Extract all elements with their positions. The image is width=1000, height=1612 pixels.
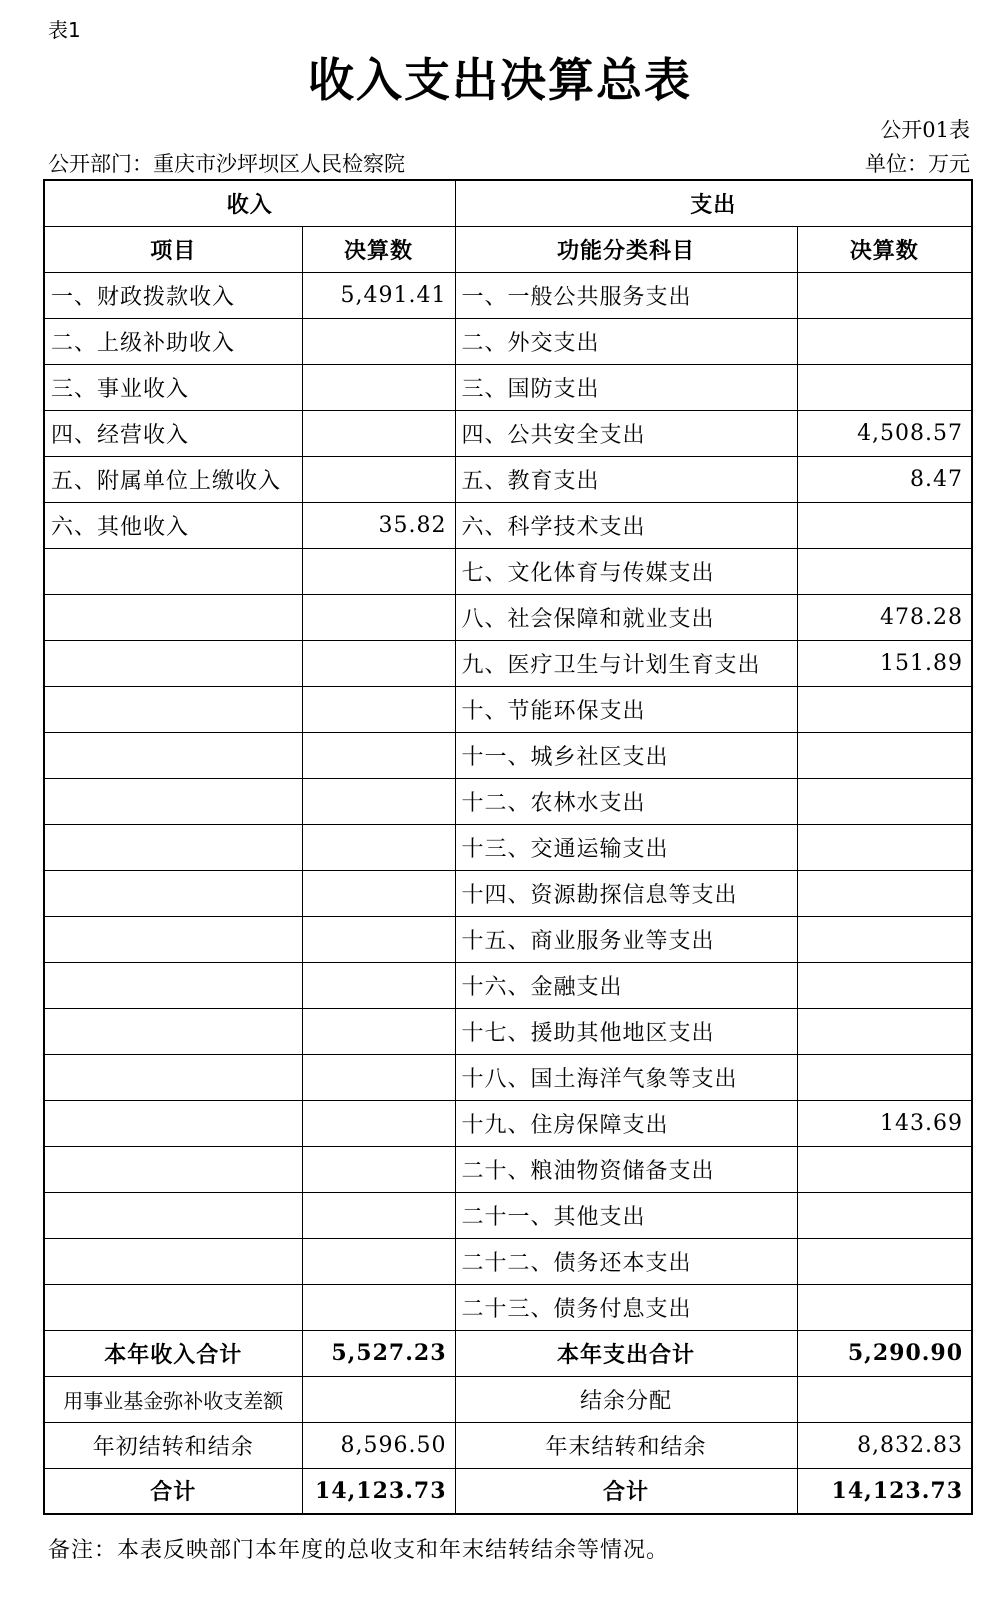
unit-label: 单位：万元 (865, 152, 970, 176)
page-title: 收入支出决算总表 (308, 53, 692, 107)
expense-item-label: 十八、国土海洋气象等支出 (455, 1054, 797, 1100)
expense-item-value (797, 732, 972, 778)
income-item-value (302, 686, 455, 732)
income-item-value (302, 1100, 455, 1146)
expense-item-label: 十四、资源勘探信息等支出 (455, 870, 797, 916)
item-header: 项目 (44, 226, 302, 272)
expense-item-value (797, 1192, 972, 1238)
table-row (44, 272, 972, 318)
income-item-label: 六、其他收入 (44, 502, 302, 548)
income-item-label (44, 594, 302, 640)
func-category-header: 功能分类科目 (455, 226, 797, 272)
expense-item-label: 十、节能环保支出 (455, 686, 797, 732)
expense-item-label: 九、医疗卫生与计划生育支出 (455, 640, 797, 686)
expense-item-value: 151.89 (797, 640, 972, 686)
table-row (44, 548, 972, 594)
income-item-value (302, 410, 455, 456)
income-item-value (302, 916, 455, 962)
table-row (44, 962, 972, 1008)
expense-item-value (797, 502, 972, 548)
income-item-value (302, 778, 455, 824)
expense-item-value: 143.69 (797, 1100, 972, 1146)
table-row (44, 410, 972, 456)
expense-amount-header: 决算数 (797, 226, 972, 272)
expense-item-label: 十一、城乡社区支出 (455, 732, 797, 778)
fund-gap-value (302, 1376, 455, 1422)
table-row (44, 732, 972, 778)
fund-gap-row (44, 1376, 972, 1422)
income-item-value (302, 1284, 455, 1330)
income-item-label (44, 916, 302, 962)
expense-item-value (797, 548, 972, 594)
expense-item-label: 二十三、债务付息支出 (455, 1284, 797, 1330)
surplus-dist-value (797, 1376, 972, 1422)
expense-header: 支出 (455, 180, 972, 226)
expense-item-value (797, 272, 972, 318)
expense-item-value (797, 916, 972, 962)
year-expense-value: 5,290.90 (797, 1330, 972, 1376)
end-balance-label: 年末结转和结余 (455, 1422, 797, 1468)
expense-item-value (797, 870, 972, 916)
column-header-row (44, 226, 972, 272)
table-row (44, 1054, 972, 1100)
year-expense-label: 本年支出合计 (455, 1330, 797, 1376)
expense-item-label: 十九、住房保障支出 (455, 1100, 797, 1146)
expense-item-value: 4,508.57 (797, 410, 972, 456)
table-row (44, 870, 972, 916)
grand-total-income-value: 14,123.73 (302, 1468, 455, 1514)
income-item-label (44, 548, 302, 594)
income-item-label (44, 870, 302, 916)
table-row (44, 1100, 972, 1146)
income-item-label: 四、经营收入 (44, 410, 302, 456)
expense-item-value (797, 1146, 972, 1192)
expense-item-value (797, 1054, 972, 1100)
expense-item-label: 三、国防支出 (455, 364, 797, 410)
expense-item-label: 五、教育支出 (455, 456, 797, 502)
expense-item-value (797, 686, 972, 732)
expense-item-label: 七、文化体育与传媒支出 (455, 548, 797, 594)
year-income-value: 5,527.23 (302, 1330, 455, 1376)
income-item-label (44, 1100, 302, 1146)
income-item-value (302, 1238, 455, 1284)
grand-total-expense-value: 14,123.73 (797, 1468, 972, 1514)
income-item-label (44, 778, 302, 824)
fund-gap-label: 用事业基金弥补收支差额 (44, 1376, 302, 1422)
end-balance-value: 8,832.83 (797, 1422, 972, 1468)
expense-item-value (797, 1238, 972, 1284)
income-item-label (44, 732, 302, 778)
expense-item-value (797, 962, 972, 1008)
income-item-label: 三、事业收入 (44, 364, 302, 410)
expense-item-label: 二十二、债务还本支出 (455, 1238, 797, 1284)
income-item-value (302, 962, 455, 1008)
expense-item-label: 十三、交通运输支出 (455, 824, 797, 870)
income-item-value (302, 548, 455, 594)
income-item-label (44, 1238, 302, 1284)
income-item-value (302, 1146, 455, 1192)
expense-item-label: 十七、援助其他地区支出 (455, 1008, 797, 1054)
income-item-value: 35.82 (302, 502, 455, 548)
table-row (44, 1192, 972, 1238)
year-total-row (44, 1330, 972, 1376)
table-row (44, 916, 972, 962)
begin-balance-label: 年初结转和结余 (44, 1422, 302, 1468)
year-income-label: 本年收入合计 (44, 1330, 302, 1376)
table-row (44, 594, 972, 640)
expense-item-label: 六、科学技术支出 (455, 502, 797, 548)
expense-item-label: 一、一般公共服务支出 (455, 272, 797, 318)
income-item-label (44, 962, 302, 1008)
begin-balance-value: 8,596.50 (302, 1422, 455, 1468)
expense-item-value (797, 778, 972, 824)
surplus-dist-label: 结余分配 (455, 1376, 797, 1422)
income-item-value (302, 640, 455, 686)
income-item-value (302, 456, 455, 502)
table-row (44, 456, 972, 502)
income-item-value (302, 594, 455, 640)
income-item-value (302, 870, 455, 916)
table-row (44, 640, 972, 686)
table-row (44, 1238, 972, 1284)
balance-row (44, 1422, 972, 1468)
table-row (44, 778, 972, 824)
income-item-label (44, 1054, 302, 1100)
income-item-value: 5,491.41 (302, 272, 455, 318)
income-header: 收入 (44, 180, 455, 226)
expense-item-label: 二十一、其他支出 (455, 1192, 797, 1238)
expense-item-value (797, 1008, 972, 1054)
grand-total-income-label: 合计 (44, 1468, 302, 1514)
table-number: 表1 (48, 18, 81, 42)
income-item-label: 五、附属单位上缴收入 (44, 456, 302, 502)
grand-total-row (44, 1468, 972, 1514)
expense-item-value: 478.28 (797, 594, 972, 640)
expense-item-label: 十五、商业服务业等支出 (455, 916, 797, 962)
expense-item-label: 二、外交支出 (455, 318, 797, 364)
expense-item-value (797, 1284, 972, 1330)
expense-item-label: 四、公共安全支出 (455, 410, 797, 456)
table-row (44, 364, 972, 410)
department-label: 公开部门：重庆市沙坪坝区人民检察院 (48, 152, 405, 176)
income-item-label (44, 1284, 302, 1330)
income-item-label (44, 1192, 302, 1238)
income-item-value (302, 364, 455, 410)
income-amount-header: 决算数 (302, 226, 455, 272)
income-item-label (44, 1008, 302, 1054)
income-item-value (302, 1054, 455, 1100)
grand-total-expense-label: 合计 (455, 1468, 797, 1514)
income-item-value (302, 824, 455, 870)
income-item-label: 一、财政拨款收入 (44, 272, 302, 318)
table-row (44, 1284, 972, 1330)
table-row (44, 1008, 972, 1054)
income-item-value (302, 318, 455, 364)
expense-item-label: 十六、金融支出 (455, 962, 797, 1008)
section-header-row (44, 180, 972, 226)
income-item-value (302, 1192, 455, 1238)
income-item-label: 二、上级补助收入 (44, 318, 302, 364)
expense-item-value (797, 364, 972, 410)
form-number: 公开01表 (880, 118, 970, 142)
table-row (44, 1146, 972, 1192)
expense-item-label: 八、社会保障和就业支出 (455, 594, 797, 640)
income-item-label (44, 686, 302, 732)
income-item-label (44, 824, 302, 870)
expense-item-label: 十二、农林水支出 (455, 778, 797, 824)
table-row (44, 686, 972, 732)
table-row (44, 502, 972, 548)
budget-summary-table (43, 179, 973, 1515)
expense-item-value (797, 318, 972, 364)
income-item-label (44, 1146, 302, 1192)
table-row (44, 318, 972, 364)
income-item-value (302, 732, 455, 778)
income-item-value (302, 1008, 455, 1054)
expense-item-value: 8.47 (797, 456, 972, 502)
expense-item-label: 二十、粮油物资储备支出 (455, 1146, 797, 1192)
table-row (44, 824, 972, 870)
footnote: 备注：本表反映部门本年度的总收支和年末结转结余等情况。 (48, 1538, 670, 1563)
income-item-label (44, 640, 302, 686)
expense-item-value (797, 824, 972, 870)
